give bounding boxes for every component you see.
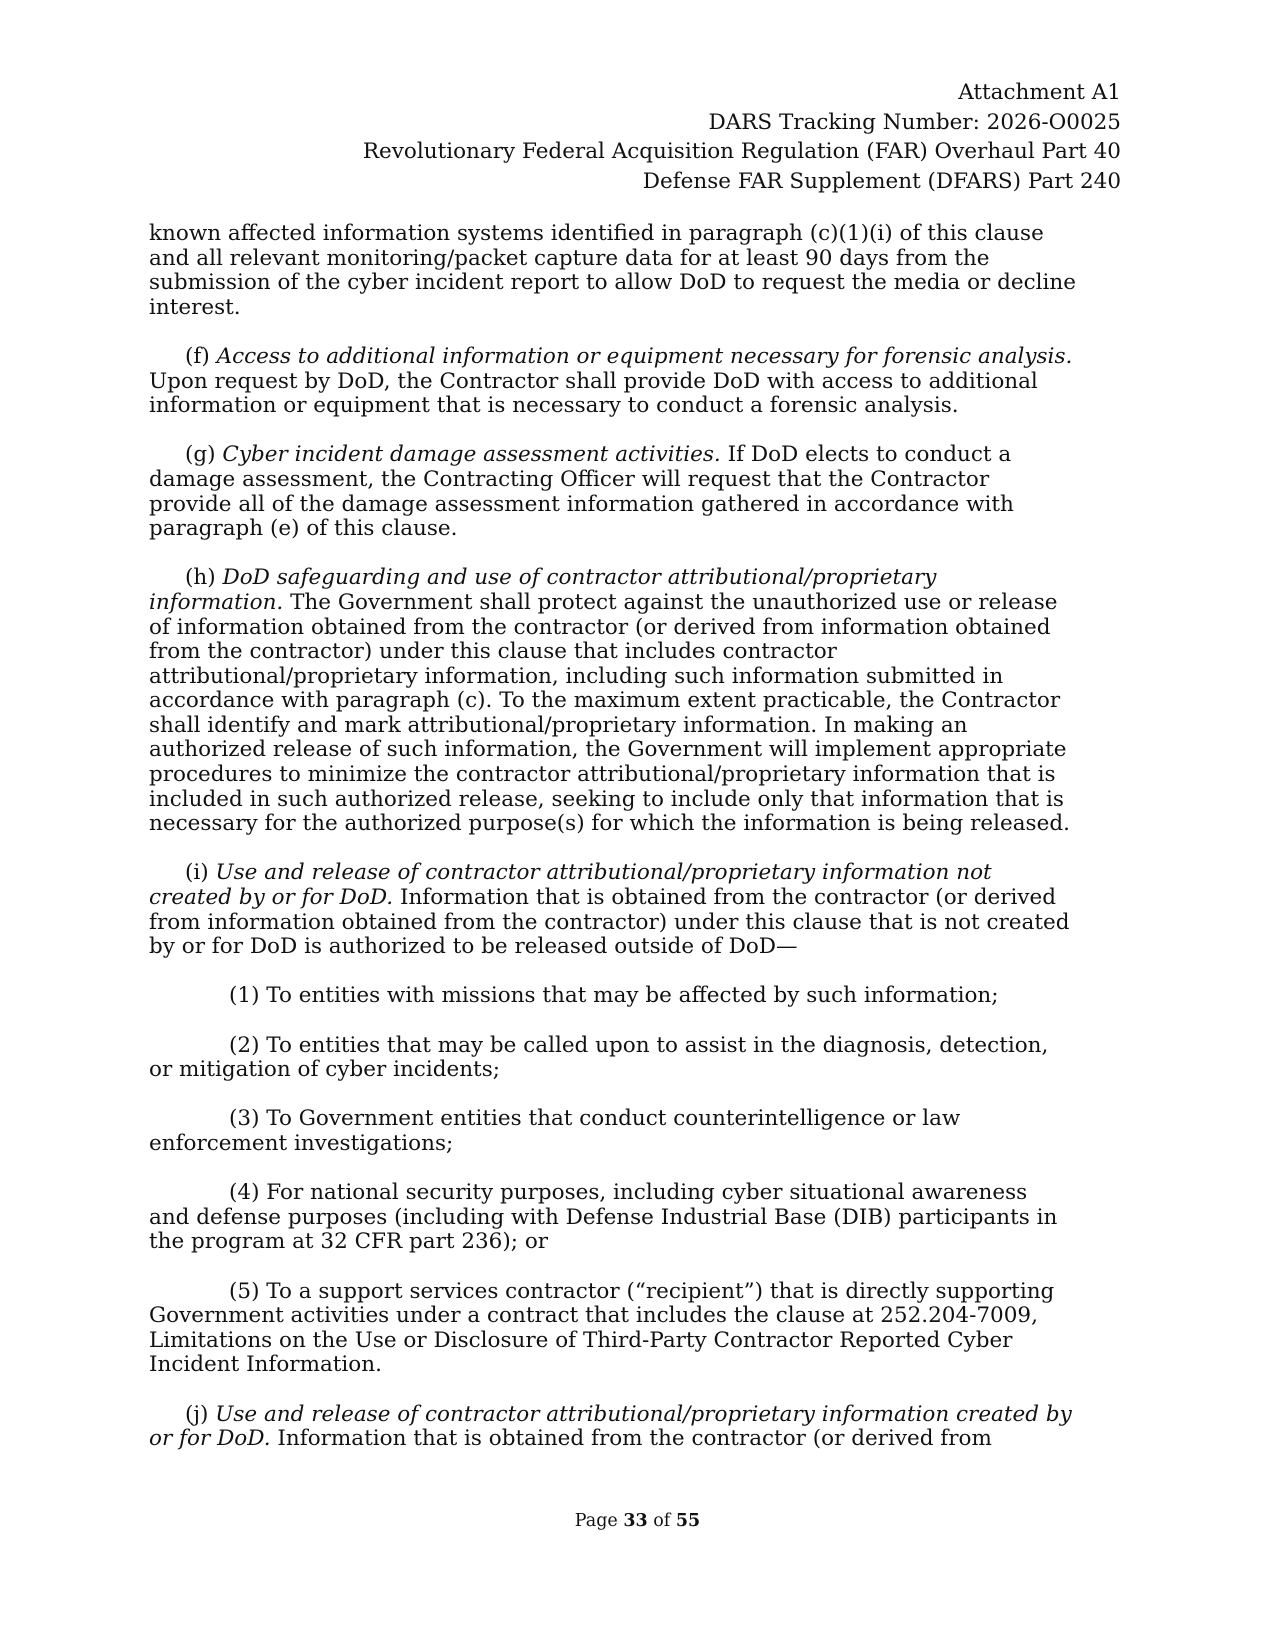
footer-page-number: 33 [623, 1511, 648, 1531]
paragraph-f-heading: Access to additional information or equipment necessary for forensic analysis. [216, 343, 1073, 369]
paragraph-h-label: (h) [185, 565, 223, 591]
footer-page-word: Page [574, 1511, 624, 1531]
paragraph-i-label: (i) [185, 860, 216, 886]
paragraph-i [149, 861, 1124, 959]
paragraph-j [149, 1403, 1124, 1452]
header-far-part: Revolutionary Federal Acquisition Regulation (FAR) Overhaul Part 40 [362, 139, 1121, 164]
paragraph-h-heading: DoD safeguarding and use of contractor attributional/proprietary information. [149, 565, 937, 615]
paragraph-g-label: (g) [185, 442, 223, 468]
page-header [221, 78, 1121, 196]
page-footer [0, 1510, 1275, 1532]
document-body [149, 222, 1124, 1476]
paragraph-g-text: If DoD elects to conduct a damage assessment, the Contracting Officer will request that the Contractor provide all of the damage assessment information gathered in accordance with paragraph (e) of this clause. [149, 442, 1014, 542]
paragraph-i-1: (1) To entities with missions that may be affected by such information; [229, 983, 999, 1009]
footer-of-word: of [647, 1511, 676, 1531]
paragraph-i-3: (3) To Government entities that conduct counterintelligence or law enforcement investigations; [149, 1106, 961, 1156]
paragraph-j-heading: Use and release of contractor attributional/proprietary information created by or for DoD. [149, 1401, 1072, 1452]
paragraph-h [149, 566, 1124, 837]
paragraph-g-heading: Cyber incident damage assessment activities. [222, 442, 721, 468]
paragraph-continuation: known affected information systems identified in paragraph (c)(1)(i) of this clause and all relevant monitoring/packet capture data for at least 90 days from the submission of the cyber incident report to allow DoD to request the media or decline interest. [149, 221, 1076, 320]
paragraph-g [149, 443, 1124, 541]
paragraph-h-text: The Government shall protect against the unauthorized use or release of information obtained from the contractor (or derived from information obtained from the contractor) under this clause that includes contractor attributional/proprietary information, including such information submitted in accordance with paragraph (c). To the maximum extent practicable, the Contractor shall identify and mark attributional/proprietary information. In making an authorized release of such information, the Government will implement appropriate procedures to minimize the contractor attributional/proprietary information that is included in such authorized release, seeking to include only that information that is necessary for the authorized purpose(s) for which the information is being released. [149, 589, 1070, 837]
paragraph-f-text: Upon request by DoD, the Contractor shall provide DoD with access to additional information or equipment that is necessary to conduct a forensic analysis. [149, 368, 1038, 419]
header-dfars-part: Defense FAR Supplement (DFARS) Part 240 [642, 168, 1121, 194]
paragraph-f-label: (f) [185, 343, 217, 369]
paragraph-i-text: Information that is obtained from the contractor (or derived from information obtained from the contractor) under this clause that is not created by or for DoD is authorized to be released outside of DoD— [149, 885, 1070, 960]
header-attachment: Attachment A1 [958, 80, 1121, 105]
paragraph-i-4: (4) For national security purposes, including cyber situational awareness and defense purposes (including with Defense Industrial Base (DIB) participants in the program at 32 CFR part 236); or [149, 1180, 1058, 1255]
paragraph-i-2: (2) To entities that may be called upon to assist in the diagnosis, detection, or mitigation of cyber incidents; [149, 1032, 1049, 1083]
footer-page-total: 55 [675, 1511, 701, 1531]
paragraph-i-heading: Use and release of contractor attributional/proprietary information not created by or for DoD. [149, 860, 992, 911]
header-tracking-number: DARS Tracking Number: 2026-O0025 [708, 109, 1121, 135]
paragraph-i-5: (5) To a support services contractor (“recipient”) that is directly supporting Government activities under a contract that includes the clause at 252.204-7009, Limitations on the Use or Disclosure of Third-Party Contractor Reported Cyber Incident Information. [149, 1278, 1055, 1378]
paragraph-j-label: (j) [185, 1401, 216, 1427]
paragraph-f [149, 345, 1124, 419]
paragraph-j-text: Information that is obtained from the contractor (or derived from [270, 1426, 992, 1452]
